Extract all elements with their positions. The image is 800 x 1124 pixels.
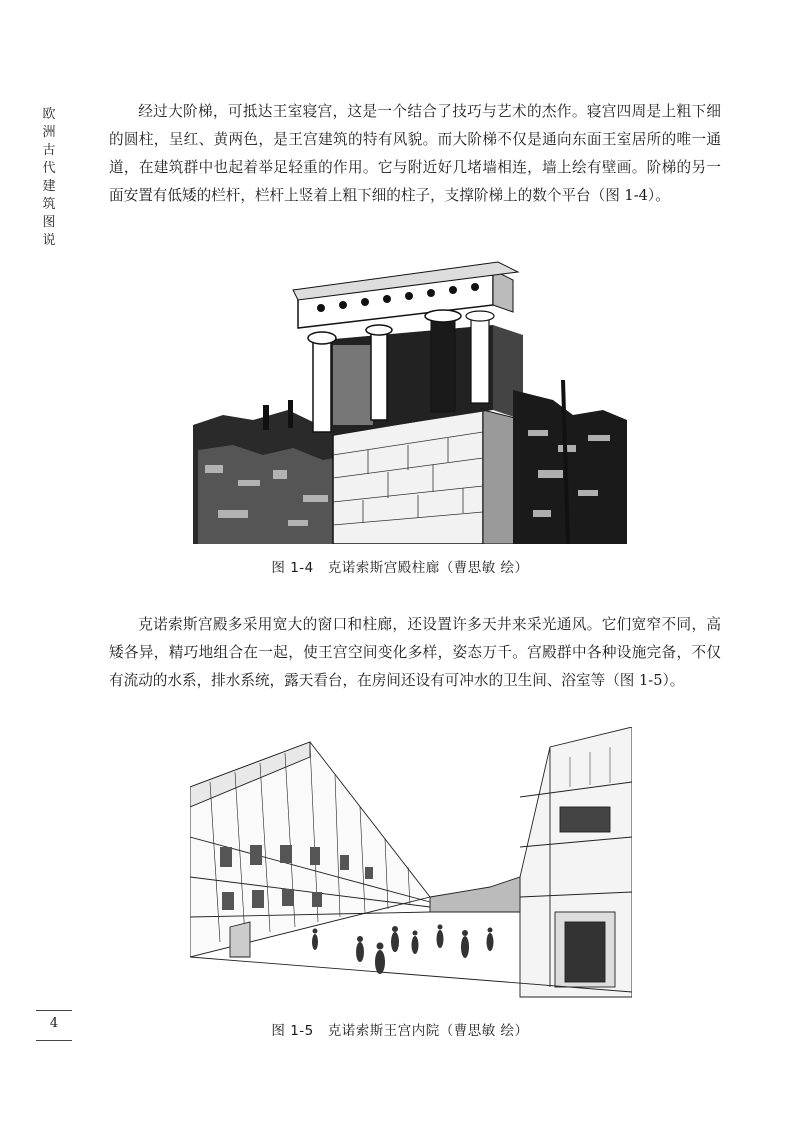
header-char: 建 (42, 179, 56, 194)
page-number-rule-top (36, 1010, 72, 1011)
header-char: 筑 (42, 197, 56, 212)
figure-caption-1-5: 图 1-5 克诺索斯王宫内院（曹思敏 绘） (271, 1023, 529, 1039)
page-number-rule-bottom (36, 1040, 72, 1041)
body-paragraph-1: 经过大阶梯，可抵达王室寝宫，这是一个结合了技巧与艺术的杰作。寝宫四周是上粗下细的圆柱，呈红、黄两色，是王宫建筑的特有风貌。而大阶梯不仅是通向东面王室居所的唯一通道，在建筑群中也起着举足轻重的作用。它与附近好几堵墙相连，墙上绘有壁画。阶梯的另一面安置有低矮的栏杆，栏杆上竖着上粗下细的柱子，支撑阶梯上的数个平台（图 1-4）。 (109, 103, 721, 204)
header-char: 古 (42, 143, 56, 158)
header-char: 说 (42, 233, 56, 248)
figure-knossos-colonnade-illustration (193, 250, 627, 544)
running-header-book-title (34, 106, 64, 250)
page-number: 4 (49, 1016, 59, 1031)
header-char: 代 (42, 161, 56, 176)
header-char: 欧 (42, 107, 56, 122)
header-char: 洲 (42, 125, 56, 140)
header-char: 图 (42, 215, 56, 230)
figure-caption-1-4: 图 1-4 克诺索斯宫殿柱廊（曹思敏 绘） (271, 560, 529, 576)
figure-knossos-courtyard-illustration (190, 727, 632, 1007)
body-paragraph-2: 克诺索斯宫殿多采用宽大的窗口和柱廊，还设置许多天井来采光通风。它们宽窄不同，高矮各异，精巧地组合在一起，使王宫空间变化多样，姿态万千。宫殿群中各种设施完备，不仅有流动的水系，排水系统，露天看台，在房间还设有可冲水的卫生间、浴室等（图 1-5）。 (109, 616, 721, 689)
